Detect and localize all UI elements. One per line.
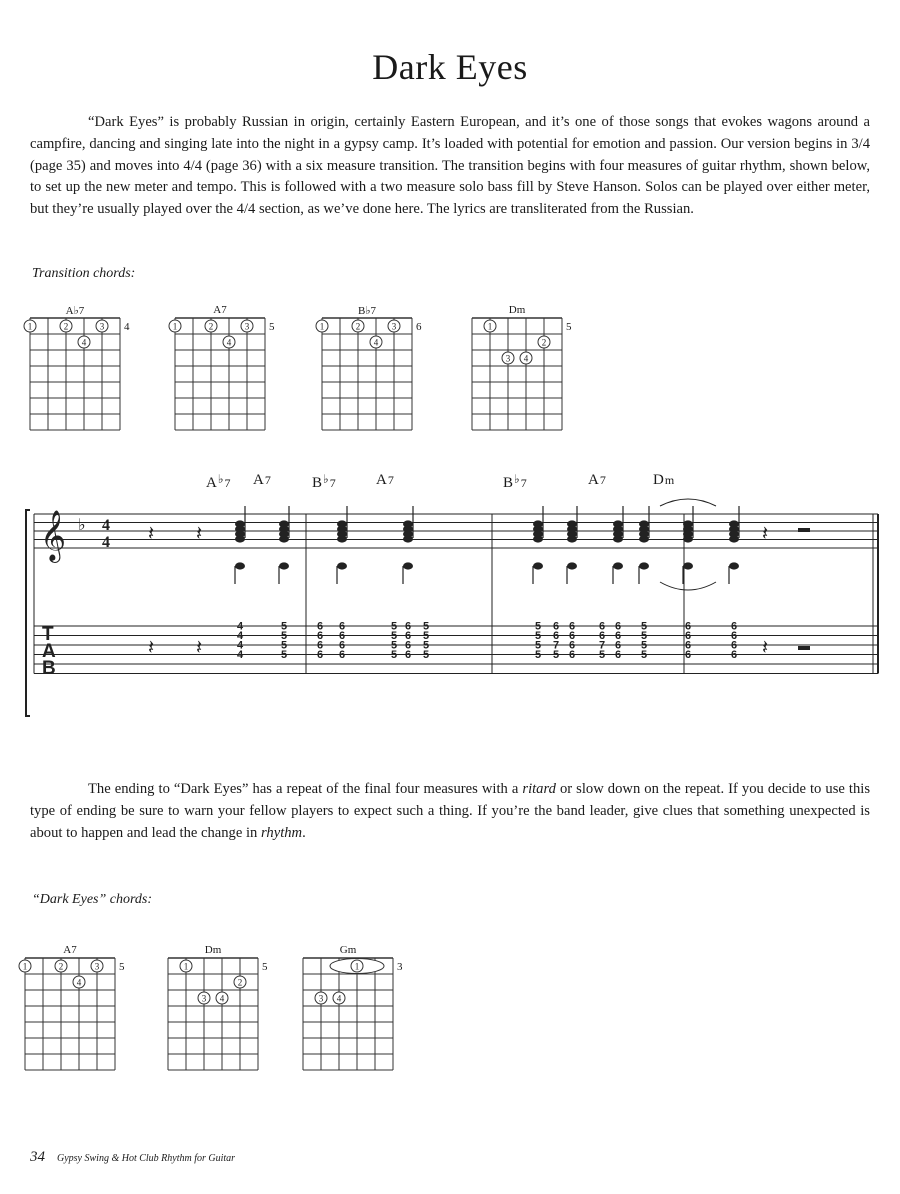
tab-fret-number: 6 xyxy=(404,649,412,661)
tab-fret-number: 6 xyxy=(614,630,622,642)
chord-diagram xyxy=(27,305,130,441)
tab-fret-number: 6 xyxy=(614,639,622,652)
ending-term-ritard: ritard xyxy=(522,781,556,797)
finger-number: 4 xyxy=(219,993,225,1004)
chord-name: Dm xyxy=(204,944,222,956)
finger-number: 2 xyxy=(237,977,243,988)
tab-fret-number: 6 xyxy=(730,630,738,642)
finger-number: 1 xyxy=(22,961,28,972)
note-head xyxy=(567,535,577,542)
tab-fret-number: 6 xyxy=(404,620,412,633)
chord-diagram xyxy=(172,304,275,441)
finger-number: 4 xyxy=(81,337,87,348)
tab-fret-number: 5 xyxy=(390,639,398,652)
bass-note-head xyxy=(279,562,289,569)
tab-fret-number: 6 xyxy=(684,620,692,633)
finger-number: 2 xyxy=(541,337,547,348)
tab-fret-number: 6 xyxy=(338,620,346,633)
bass-note-head xyxy=(403,562,413,569)
song-chords-label: “Dark Eyes” chords: xyxy=(32,892,153,907)
finger-number: 4 xyxy=(336,993,342,1004)
chord-root: A xyxy=(376,472,387,488)
system-bracket xyxy=(26,510,30,716)
fret-number: 5 xyxy=(269,321,275,333)
tab-fret-number: 6 xyxy=(730,639,738,652)
tab-fret-number: 4 xyxy=(236,639,244,652)
tab-fret-number: 5 xyxy=(422,620,430,633)
tab-fret-number: 6 xyxy=(614,649,622,661)
page-number: 34 xyxy=(30,1149,45,1165)
quarter-rest: 𝄽 xyxy=(148,521,155,545)
quarter-rest: 𝄽 xyxy=(196,521,203,545)
tab-fret-number: 6 xyxy=(568,620,576,633)
transition-chords-label: Transition chords: xyxy=(32,266,136,281)
fret-number: 5 xyxy=(262,961,268,973)
chord-accidental: ♭ xyxy=(323,472,329,486)
book-title: Gypsy Swing & Hot Club Rhythm for Guitar xyxy=(57,1153,236,1164)
tab-fret-number: 6 xyxy=(730,649,738,661)
chord-grid xyxy=(472,318,562,436)
finger-number: 4 xyxy=(226,337,232,348)
tab-fret-number: 6 xyxy=(552,630,560,642)
tab-fret-number: 6 xyxy=(316,649,324,661)
tab-fret-number: 6 xyxy=(404,639,412,652)
time-signature-bottom: 4 xyxy=(102,534,110,551)
bass-note-head xyxy=(683,562,693,569)
note-head xyxy=(403,535,413,542)
finger-number: 1 xyxy=(319,321,325,332)
tab-fret-number: 6 xyxy=(404,630,412,642)
tab-letter: B xyxy=(42,658,56,679)
tab-fret-number: 7 xyxy=(598,639,606,652)
finger-number: 3 xyxy=(244,321,250,332)
tab-fret-number: 6 xyxy=(568,649,576,661)
tab-fret-number: 6 xyxy=(684,639,692,652)
tab-fret-number: 5 xyxy=(422,630,430,642)
tab-fret-number: 6 xyxy=(316,630,324,642)
chord-name: A7 xyxy=(63,944,77,956)
finger-number: 4 xyxy=(373,337,379,348)
note-head xyxy=(683,535,693,542)
chord-root: A xyxy=(206,475,217,491)
time-signature-top: 4 xyxy=(102,517,110,534)
note-head xyxy=(639,535,649,542)
page-title: Dark Eyes xyxy=(372,47,528,88)
note-head xyxy=(337,535,347,542)
tab-fret-number: 5 xyxy=(534,630,542,642)
chord-accidental: ♭ xyxy=(514,472,520,486)
bass-note-head xyxy=(533,562,543,569)
finger-number: 2 xyxy=(63,321,69,332)
tab-fret-number: 5 xyxy=(640,639,648,652)
ending-text-2: or slow down on the repeat. If you decide to use this type of ending be sure to warn your fellow players to expect such a thing. If you’re the band leader, give clues that something unexpected is about to happen and lead the change in xyxy=(30,781,871,841)
tab-fret-number: 6 xyxy=(338,639,346,652)
chord-quality: m xyxy=(664,473,675,487)
tab-fret-number: 6 xyxy=(552,620,560,633)
bass-note-head xyxy=(337,562,347,569)
intro-text: “Dark Eyes” is probably Russian in origin, certainly Eastern European, and it’s one of those songs that evokes wagons around a campfire, dancing and singing late into the night in a gypsy camp. It’s loaded with potential for emotion and passion. Our version begins in 3/4 (page 35) and moves into 4/4 (page 36) with a six measure transition. The transition begins with four measures of guitar rhythm, shown below, to set up the new meter and tempo. This is followed with a two measure solo bass fill by Steve Hanson. Solos can be played over either meter, but they’re usually played over the 4/4 section, as we’ve done here. The lyrics are transliterated from the Russian. xyxy=(30,114,870,218)
chord-root: B xyxy=(312,475,323,491)
chord-diagram xyxy=(472,304,572,441)
tab-fret-number: 6 xyxy=(684,649,692,661)
finger-number: 2 xyxy=(355,321,361,332)
tab-fret-number: 5 xyxy=(280,649,288,661)
page-footer xyxy=(30,1148,235,1166)
tab-letter: A xyxy=(42,641,56,662)
chord-root: A xyxy=(588,472,599,488)
chord-accidental: ♭ xyxy=(217,472,224,486)
finger-number: 3 xyxy=(201,993,207,1004)
ending-paragraph xyxy=(30,779,870,844)
chord-grid xyxy=(168,958,258,1076)
tab-fret-number: 5 xyxy=(422,649,430,661)
tab-fret-number: 5 xyxy=(534,620,542,633)
tab-quarter-rest: 𝄽 xyxy=(762,635,769,659)
tab-fret-number: 5 xyxy=(280,620,288,633)
intro-paragraph xyxy=(30,112,870,221)
bass-note-head xyxy=(613,562,623,569)
tab-fret-number: 6 xyxy=(568,639,576,652)
finger-number: 1 xyxy=(27,321,33,332)
ending-text-3: . xyxy=(302,824,306,841)
chord-root: A xyxy=(253,472,264,488)
chord-symbol xyxy=(588,472,606,489)
staff-and-tab xyxy=(20,466,880,728)
tab-fret-number: 5 xyxy=(534,639,542,652)
tab-fret-number: 6 xyxy=(730,620,738,633)
note-head xyxy=(729,535,739,542)
finger-number: 1 xyxy=(354,961,360,972)
chord-symbol xyxy=(253,472,271,489)
finger-number: 3 xyxy=(505,353,511,364)
chord-name: B♭7 xyxy=(357,305,377,317)
ending-term-rhythm: rhythm xyxy=(261,824,303,841)
bass-note-head xyxy=(567,562,577,569)
chord-grid xyxy=(22,958,115,1076)
chord-root: D xyxy=(653,472,664,488)
chord-root: B xyxy=(503,475,514,491)
tab-quarter-rest: 𝄽 xyxy=(196,635,203,659)
note-head xyxy=(235,535,245,542)
tab-fret-number: 4 xyxy=(236,649,244,661)
finger-number: 1 xyxy=(487,321,493,332)
finger-number: 2 xyxy=(208,321,214,332)
chord-diagram xyxy=(319,305,422,441)
tab-fret-number: 6 xyxy=(684,630,692,642)
fret-number: 6 xyxy=(416,321,422,333)
note-head xyxy=(613,535,623,542)
chord-diagram xyxy=(168,944,268,1081)
tab-fret-number: 5 xyxy=(390,649,398,661)
bass-note-head xyxy=(235,562,245,569)
chord-symbol xyxy=(503,472,527,492)
chord-grid xyxy=(172,318,265,436)
tab-half-rest xyxy=(798,646,810,650)
chord-grid xyxy=(27,318,120,436)
tab-fret-number: 5 xyxy=(280,639,288,652)
tab-fret-number: 6 xyxy=(614,620,622,633)
chord-diagram xyxy=(303,944,403,1081)
tab-fret-number: 5 xyxy=(640,620,648,633)
ending-text-1: The ending to “Dark Eyes” has a repeat of the final four measures with a xyxy=(88,781,523,797)
chord-name: Gm xyxy=(339,944,357,956)
half-rest xyxy=(798,528,810,532)
tab-fret-number: 5 xyxy=(534,649,542,661)
note-head xyxy=(279,535,289,542)
finger-number: 1 xyxy=(172,321,178,332)
chord-quality: 7 xyxy=(387,473,394,487)
chord-quality: 7 xyxy=(224,476,231,490)
tab-fret-number: 6 xyxy=(568,630,576,642)
note-head xyxy=(533,535,543,542)
chord-symbol xyxy=(206,472,231,492)
chord-grid xyxy=(319,318,412,436)
chord-quality: 7 xyxy=(599,473,606,487)
chord-quality: 7 xyxy=(264,473,271,487)
fret-number: 3 xyxy=(397,961,403,973)
tab-fret-number: 5 xyxy=(422,639,430,652)
finger-number: 3 xyxy=(391,321,397,332)
chord-name: Dm xyxy=(508,304,526,316)
chord-quality: 7 xyxy=(520,476,527,490)
chord-symbol xyxy=(312,472,336,492)
key-signature-flat: ♭ xyxy=(78,515,86,534)
tab-fret-number: 7 xyxy=(552,639,560,652)
chord-name: A7 xyxy=(213,304,227,316)
tab-fret-number: 6 xyxy=(338,630,346,642)
quarter-rest: 𝄽 xyxy=(762,521,769,545)
chord-symbol xyxy=(376,472,394,489)
finger-number: 1 xyxy=(183,961,189,972)
tab-fret-number: 6 xyxy=(338,649,346,661)
tab-fret-number: 5 xyxy=(390,630,398,642)
finger-number: 3 xyxy=(99,321,105,332)
chord-diagram xyxy=(22,944,125,1081)
bass-note-head xyxy=(729,562,739,569)
fret-number: 4 xyxy=(124,321,130,333)
tab-letter: T xyxy=(42,624,54,645)
tab-fret-number: 5 xyxy=(552,649,560,661)
fret-number: 5 xyxy=(119,961,125,973)
treble-clef: 𝄞 xyxy=(40,510,67,561)
chord-symbol xyxy=(653,472,674,489)
tab-fret-number: 4 xyxy=(236,630,244,642)
tab-fret-number: 6 xyxy=(598,620,606,633)
music-notation xyxy=(20,466,880,733)
fret-number: 5 xyxy=(566,321,572,333)
tie-arc xyxy=(660,499,716,506)
bass-note-head xyxy=(639,562,649,569)
finger-number: 4 xyxy=(523,353,529,364)
tab-fret-number: 5 xyxy=(640,649,648,661)
tab-fret-number: 4 xyxy=(236,620,244,633)
finger-number: 2 xyxy=(58,961,64,972)
tab-fret-number: 6 xyxy=(316,620,324,633)
tab-quarter-rest: 𝄽 xyxy=(148,635,155,659)
tab-fret-number: 6 xyxy=(316,639,324,652)
tab-fret-number: 6 xyxy=(598,630,606,642)
tab-fret-number: 5 xyxy=(280,630,288,642)
tab-fret-number: 5 xyxy=(390,620,398,633)
tie-arc xyxy=(660,582,716,590)
finger-number: 3 xyxy=(318,993,324,1004)
chord-name: A♭7 xyxy=(65,305,85,317)
finger-number: 3 xyxy=(94,961,100,972)
tab-fret-number: 5 xyxy=(598,649,606,661)
finger-number: 4 xyxy=(76,977,82,988)
chord-grid xyxy=(303,958,393,1076)
chord-quality: 7 xyxy=(329,476,336,490)
tab-fret-number: 5 xyxy=(640,630,648,642)
